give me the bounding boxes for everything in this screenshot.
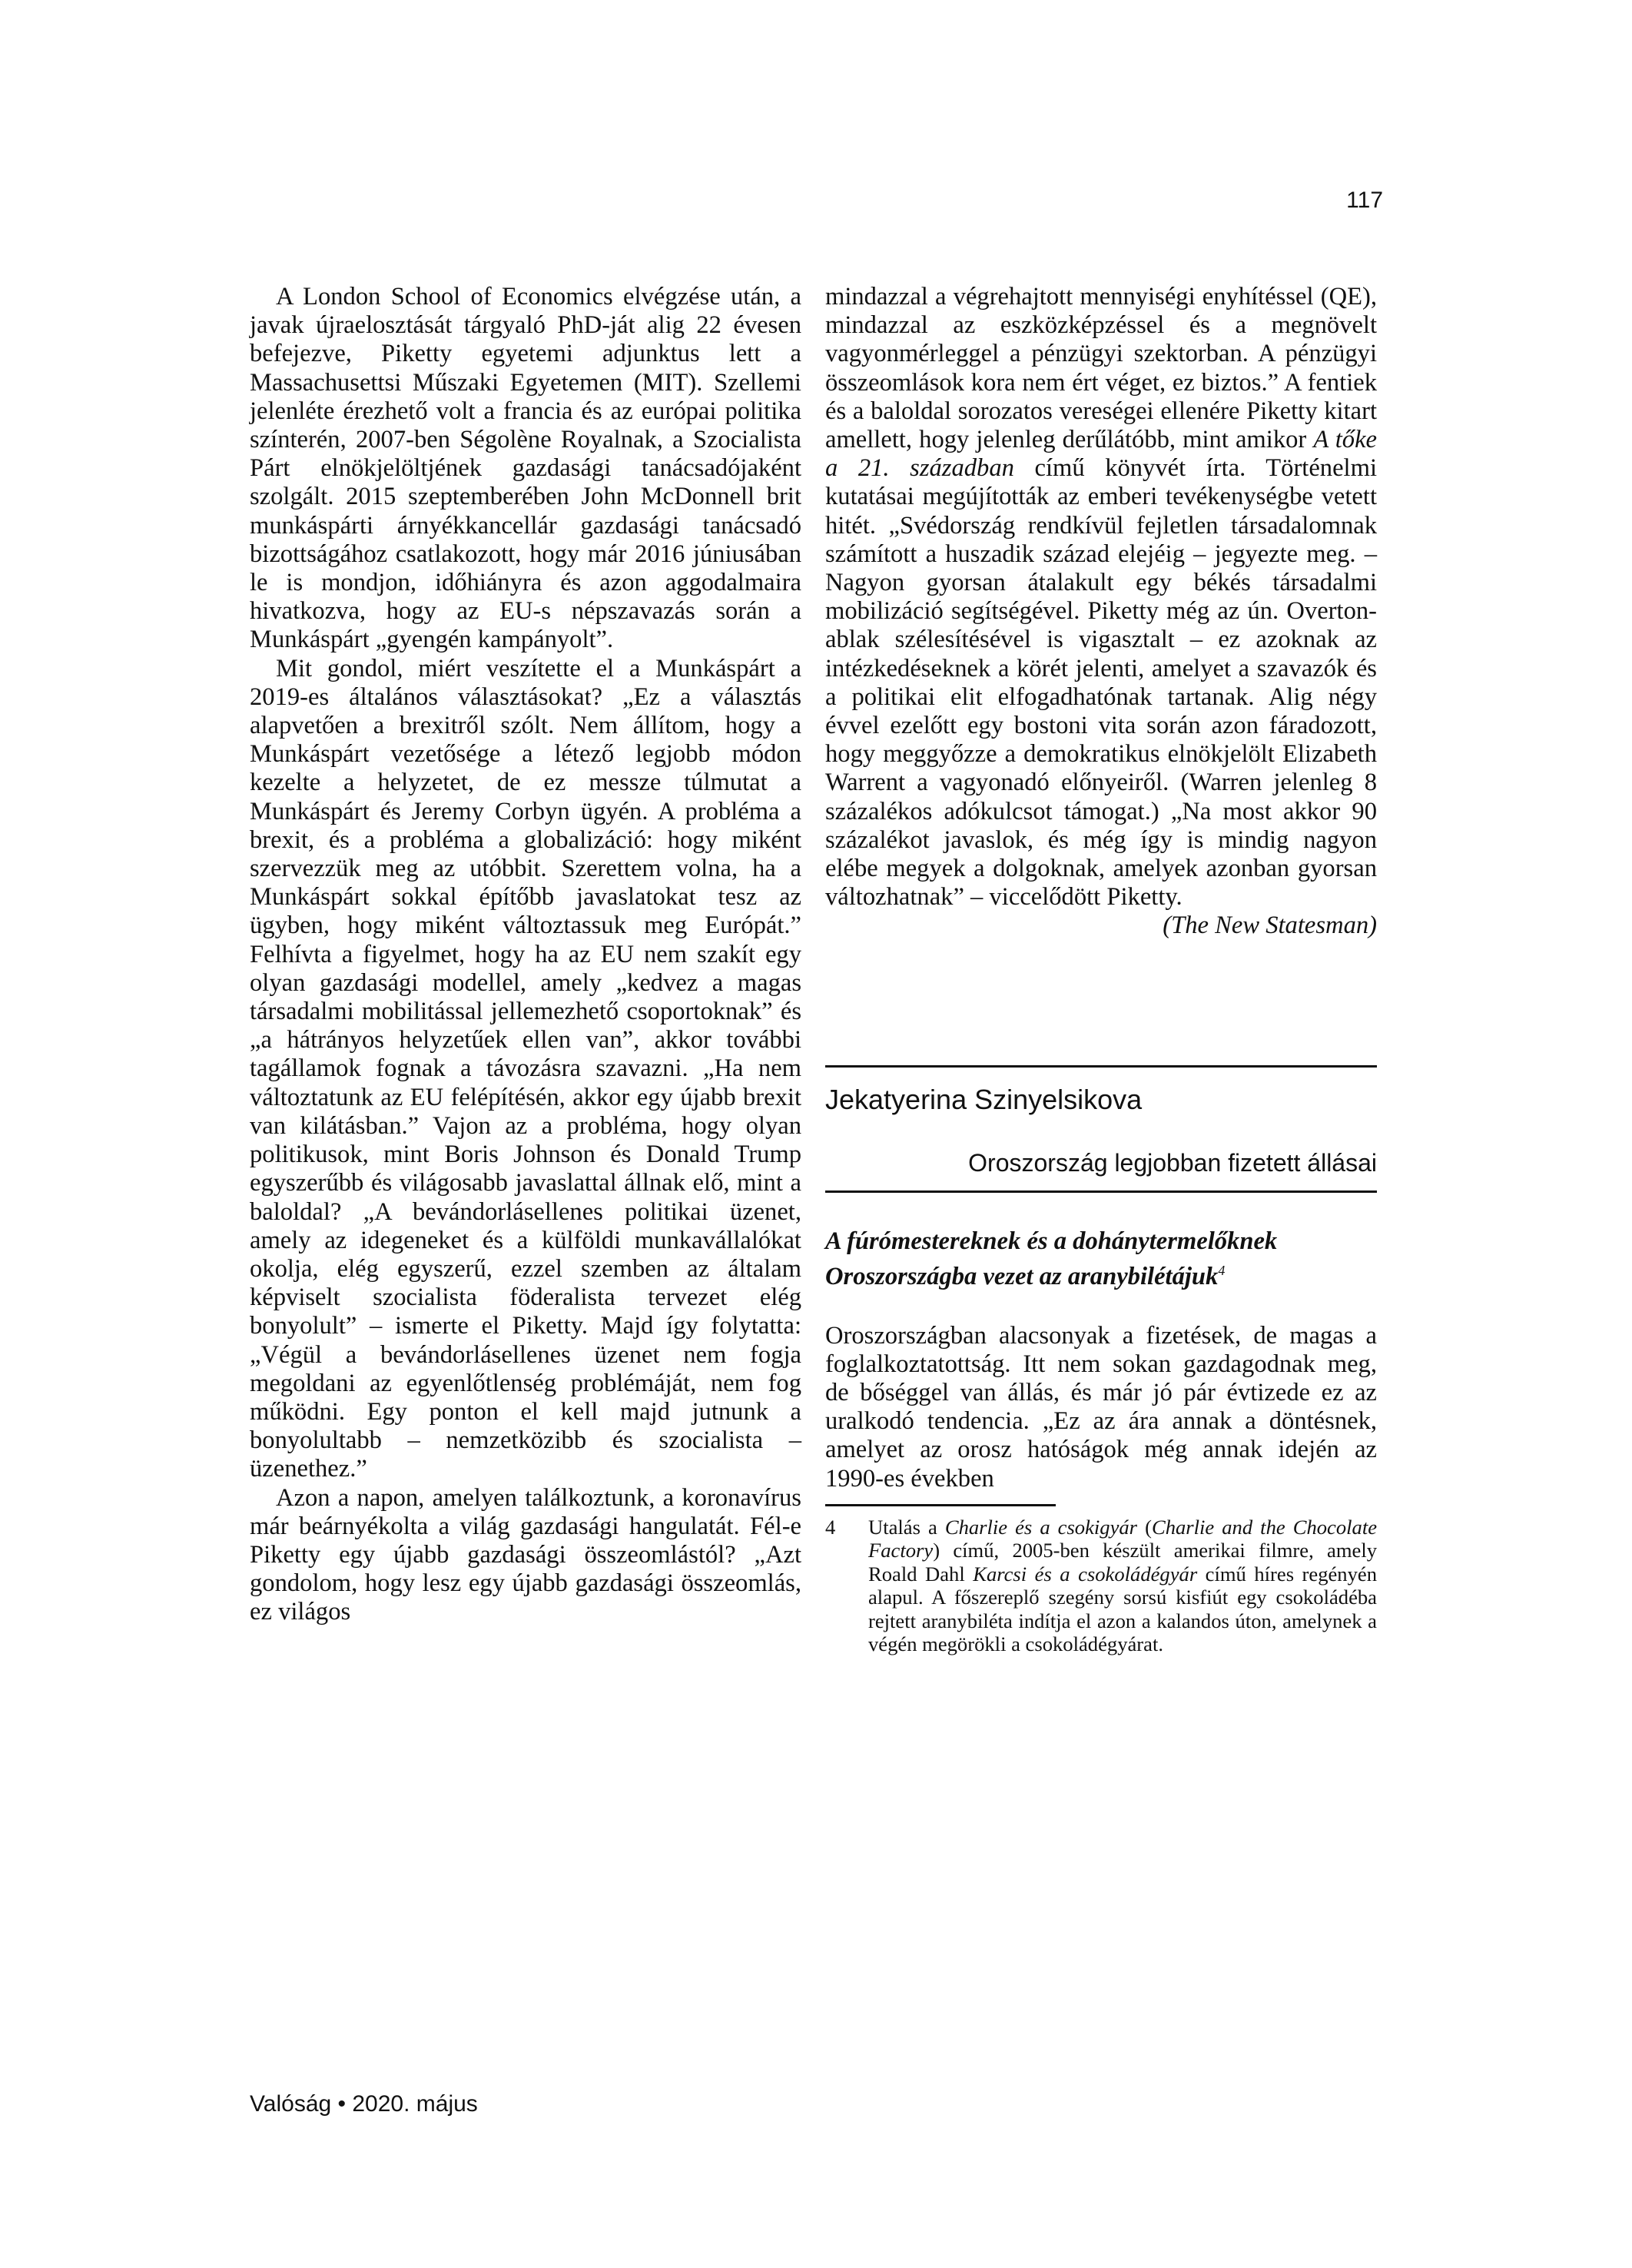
article-paragraph: A London School of Economics elvégzése után, a javak újraelosztását tárgyaló PhD-ját alig 22 évesen befejezve, Piketty egyetemi adjunktus lett a Massachusettsi Műszaki Egyetemen (MIT). Szellemi jelenléte érezhető volt a francia és az európai politika színterén, 2007-ben Ségolène Royalnak, a Szocialista Párt elnökjelöltjének gazdasági tanácsadójaként szolgált. 2015 szeptemberében John McDonnell brit munkáspárti árnyékkancellár gazdasági tanácsadó bizottságához csatlakozott, hogy már 2016 júniusában le is mondjon, időhiányra és azon aggodalmaira hivatkozva, hogy az EU-s népszavazás során a Munkáspárt „gyengén kampányolt”.: [250, 283, 801, 654]
left-column: [250, 283, 801, 1627]
article-paragraph: Azon a napon, amelyen találkoztunk, a koronavírus már beárnyékolta a világ gazdasági hangulatát. Fél-e Piketty egy újabb gazdasági összeomlástól? „Azt gondolom, hogy lesz egy újabb gazdasági összeomlás, ez világos: [250, 1483, 801, 1626]
author-name: Jekatyerina Szinyelsikova: [825, 1083, 1143, 1115]
footnote: [825, 1516, 1377, 1656]
article-source: (The New Statesman): [1163, 912, 1377, 940]
section-divider-bottom: [825, 1190, 1377, 1193]
footnote-mark: 4: [1218, 1262, 1226, 1278]
subtitle-text: A fúrómestereknek és a dohánytermelőknek Oroszországba vezet az aranybilétájuk: [825, 1227, 1278, 1290]
article-subtitle: [825, 1227, 1377, 1291]
footnote-divider: [825, 1504, 1056, 1506]
book-title: A tőke a 21. században: [825, 426, 1377, 483]
film-title-en: Charlie and the Chocolate Factory: [868, 1515, 1378, 1562]
page-number: 117: [1346, 188, 1383, 213]
right-column: [825, 283, 1377, 1656]
film-title-hu: Charlie és a csokigyár: [944, 1515, 1138, 1539]
footnote-fragment: Utalás a: [868, 1515, 945, 1539]
footnote-fragment: (: [1137, 1515, 1152, 1539]
continuation-text: című könyvét írta. Történelmi kutatásai megújították az emberi tevékenységbe vetett hitét. „Svédország rendkívül fejletlen társadalomnak számított a huszadik század elejéig – jegyezte meg. – Nagyon gyorsan átalakult egy békés társadalmi mobilizáció segítségével. Piketty még az ún. Overton-ablak szélesítésével is vigasztalt – ez azoknak az intézkedéseknek a körét jelenti, amelyet a szavazók és a politikai elit elfogadhatónak tartanak. Alig négy évvel ezelőtt egy bostoni vita során azon fáradozott, hogy meggyőzze a demokratikus elnökjelölt Elizabeth Warrent a vagyonadó előnyeiről. (Warren jelenleg 8 százalékos adókulcsot támogat.) „Na most akkor 90 százalékot javaslok, és még így is mindig nagyon elébe megyek a dolgoknak, amelyek azonban gyorsan változhatnak” – viccelődött Piketty.: [825, 454, 1377, 912]
section-divider-top: [825, 1065, 1377, 1068]
footnote-fragment: című híres regényén alapul. A főszereplő szegény sorsú kisfiút egy csokoládéba rejtett aranybiléta indítja el azon a kalandos úton, amelynek a végén megörökli a csokoládégyárat.: [868, 1562, 1377, 1656]
article-lead-paragraph: Oroszországban alacsonyak a fizetések, de magas a foglalkoztatottság. Itt nem sokan gazdagodnak meg, de bőséggel van állás, és már jó pár évtizede ez az uralkodó tendencia. „Ez az ára annak a döntésnek, amelyet az orosz hatóságok még annak idején az 1990-es években: [825, 1321, 1377, 1493]
section-title: Oroszország legjobban fizetett állásai: [968, 1148, 1377, 1177]
novel-title: Karcsi és a csokoládégyár: [973, 1562, 1198, 1586]
page-footer: Valóság • 2020. május: [250, 2091, 478, 2117]
article-continuation: [825, 283, 1377, 912]
article-paragraph: Mit gondol, miért veszítette el a Munkáspárt a 2019-es általános választásokat? „Ez a választás alapvetően a brexitről szólt. Nem állítom, hogy a Munkáspárt vezetősége a létező legjobb módon kezelte a helyzetet, de ez messze túlmutat a Munkáspárt és Jeremy Corbyn ügyén. A probléma a brexit, és a probléma a globalizáció: hogy miként szervezzük meg az utóbbit. Szerettem volna, ha a Munkáspárt sokkal építőbb javaslatokat tesz az ügyben, hogy miként változtassuk meg Európát.” Felhívta a figyelmet, hogy ha az EU nem szakít egy olyan gazdasági modellel, amely „kedvez a magas társadalmi mobilitással jellemezhető csoportoknak” és „a hátrányos helyzetűek ellen van”, akkor további tagállamok fognak a távozásra szavazni. „Ha nem változtatunk az EU felépítésén, akkor egy újabb brexit van kilátásban.” Vajon az a probléma, hogy olyan politikusok, mint Boris Johnson és Donald Trump egyszerűbb és világosabb javaslattal állnak elő, mint a baloldal? „A bevándorlásellenes politikai üzenet, amely az idegeneket és a külföldi munkavállalókat okolja, elég egyszerű, ezzel szemben az általam képviselt szocialista föderalista tervezet elég bonyolult” – ismerte el Piketty. Majd így folytatta: „Végül a bevándorlásellenes üzenet nem fogja megoldani az egyenlőtlenség problémáját, nem fog működni. Egy ponton el kell majd jutnunk a bonyolultabb – nemzetközibb és szocialista – üzenethez.”: [250, 654, 801, 1483]
continuation-text: mindazzal a végrehajtott mennyiségi enyhítéssel (QE), mindazzal az eszközképzéssel és a megnövelt vagyonmérleggel a pénzügyi szektorban. A pénzügyi összeomlások kora nem ért véget, ez biztos.” A fentiek és a baloldal sorozatos vereségei ellenére Piketty kitart amellett, hogy jelenleg derűlátóbb, mint amikor: [825, 283, 1377, 454]
footnote-number: 4: [825, 1515, 836, 1539]
footnote-text: [868, 1516, 1377, 1656]
footnote-fragment: ) című, 2005-ben készült amerikai filmre, amely Roald Dahl: [868, 1539, 1377, 1586]
